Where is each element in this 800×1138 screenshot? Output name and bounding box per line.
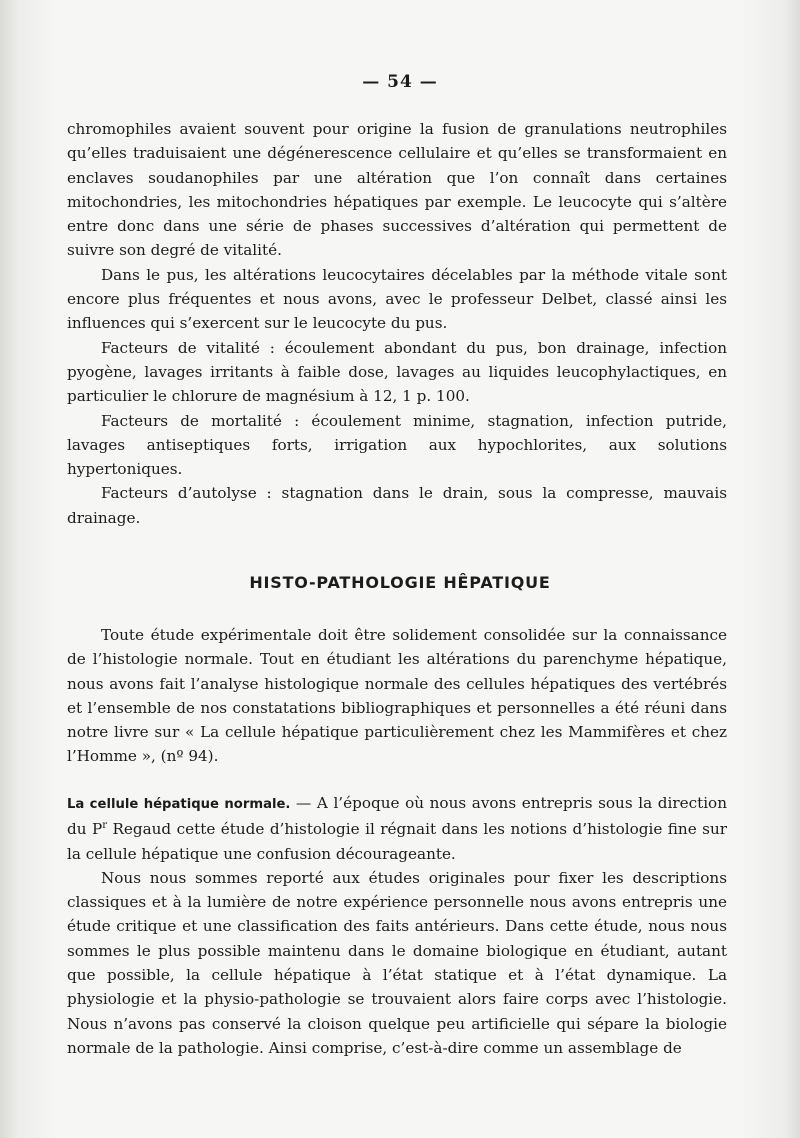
section-heading: HISTO-PATHOLOGIE HÊPATIQUE	[249, 573, 551, 592]
intro-text-block	[67, 117, 727, 530]
subsection-heading: La cellule hépatique normale.	[67, 797, 291, 812]
paragraph-mortality-factors: Facteurs de mortalité : écoulement minime, stagnation, infection putride, lavages antiseptiques forts, irrigation aux hypochlorites, aux solutions hypertoniques.	[67, 411, 727, 479]
paragraph-pus-alterations: Dans le pus, les altérations leucocytaires décelables par la méthode vitale sont encore plus fréquentes et nous avons, avec le professeur Delbet, classé ainsi les influences qui s’exercent sur le leucocyte du pus.	[67, 265, 727, 333]
page-number: — 54 —	[362, 72, 438, 92]
paragraph-normal-cell	[67, 791, 727, 866]
professor-abbrev-superscript: r	[102, 820, 107, 832]
normal-cell-text-start: — A l’époque où nous avons entrepris sous la direction du P	[67, 794, 727, 839]
subsection-block	[67, 791, 727, 1060]
normal-cell-text-end: Regaud cette étude d’histologie il régnait dans les notions d’histologie fine sur la cellule hépatique une confusion décourageante.	[67, 820, 727, 863]
paragraph-continuation: chromophiles avaient souvent pour origine la fusion de granulations neutrophiles qu’elles traduisaient une dégénerescence cellulaire et qu’elles se transformaient en enclaves soudanophiles par une altération que l’on connaît dans certaines mitochondries, les mitochondries hépatiques par exemple. Le leucocyte qui s’altère entre donc dans une série de phases successives d’altération qui permettent de suivre son degré de vitalité.	[67, 120, 727, 260]
paragraph-autolysis-factors: Facteurs d’autolyse : stagnation dans le drain, sous la compresse, mauvais drainage.	[67, 484, 727, 527]
section-intro-block	[67, 623, 727, 769]
paragraph-original-studies: Nous nous sommes reporté aux études originales pour fixer les descriptions classiques et à la lumière de notre expérience personnelle nous avons entrepris une étude critique et une classification des faits antérieurs. Dans cette étude, nous nous sommes le plus possible maintenu dans le domaine biologique en étudiant, autant que possible, la cellule hépatique à l’état statique et à l’état dynamique. La physiologie et la physio-pathologie se trouvaient alors faire corps avec l’histologie. Nous n’avons pas conservé la cloison quelque peu artificielle qui sépare la biologie normale de la pathologie. Ainsi comprise, c’est-à-dire comme un assemblage de	[67, 868, 727, 1057]
paragraph-vitality-factors: Facteurs de vitalité : écoulement abondant du pus, bon drainage, infection pyogène, lavages irritants à faible dose, lavages au liquides leucophylactiques, en particulier le chlorure de magnésium à 12, 1 p. 100.	[67, 338, 727, 406]
paragraph-experimental-study: Toute étude expérimentale doit être solidement consolidée sur la connaissance de l’histologie normale. Tout en étudiant les altérations du parenchyme hépatique, nous avons fait l’analyse histologique normale des cellules hépatiques des vertébrés et l’ensemble de nos constatations bibliographiques et personnelles a été réuni dans notre livre sur « La cellule hépatique particulièrement chez les Mammifères et chez l’Homme », (nº 94).	[67, 626, 727, 766]
